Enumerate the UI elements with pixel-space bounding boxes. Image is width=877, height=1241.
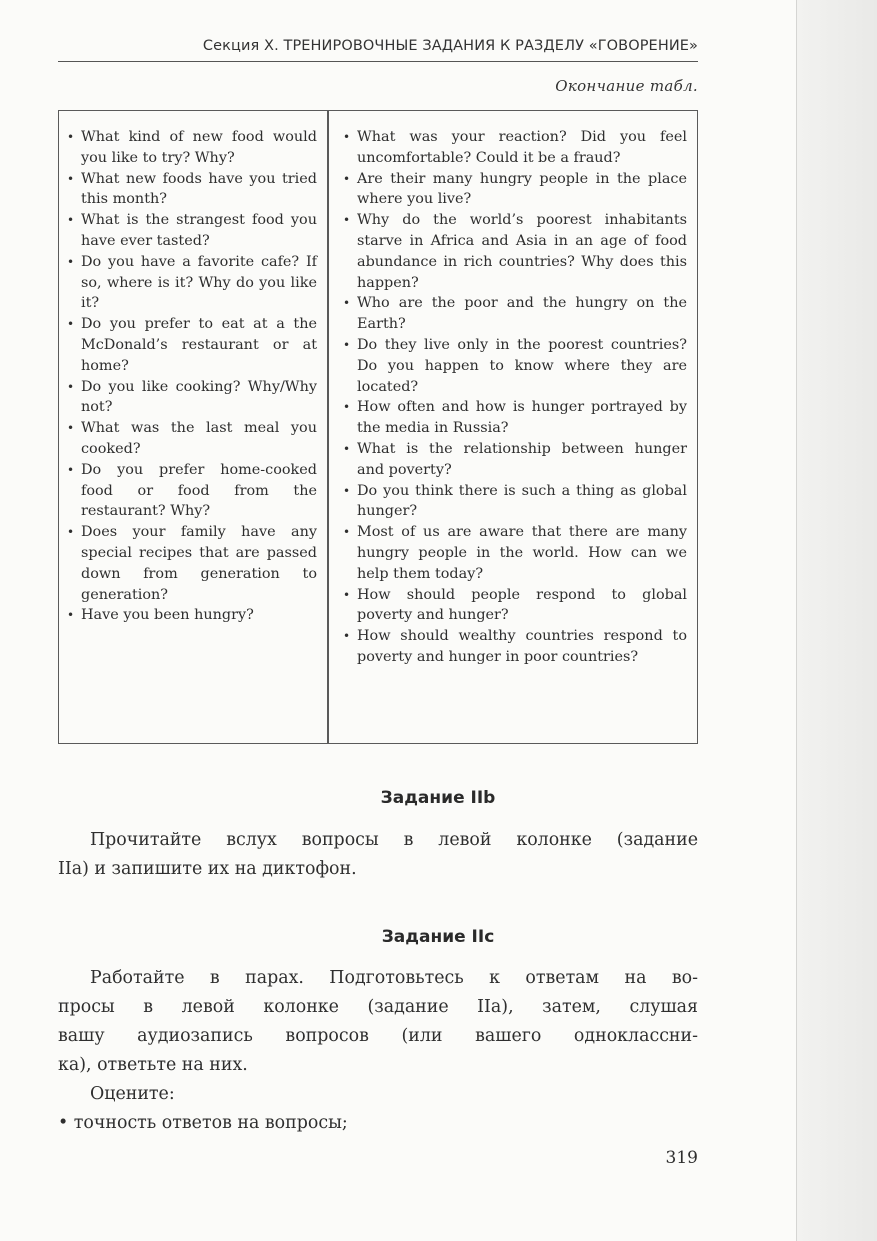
right-column [329,111,697,743]
task-iic-line: просы в левой колонке (задание IIa), затем, слушая [58,997,698,1017]
page-edge-shadow [796,0,877,1241]
left-column [59,111,329,743]
question-item: • Are their many hungry people in the place where you live? [343,169,687,211]
question-item: • Do you prefer home-cooked food or food from the restaurant? Why? [67,460,317,522]
table-continuation-note: Окончание табл. [555,77,698,95]
page-number: 319 [665,1148,698,1168]
question-item: • What new foods have you tried this month? [67,169,317,211]
question-item: • Do you think there is such a thing as global hunger? [343,481,687,523]
header-rule [58,61,698,62]
task-iib-title: Задание IIb [380,788,496,808]
question-item: • How should wealthy countries respond to poverty and hunger in poor countries? [343,626,687,668]
task-iic-title: Задание IIc [381,927,495,947]
question-item: • Have you been hungry? [67,605,317,626]
evaluate-bullet [58,1109,698,1138]
question-item: • Why do the world’s poorest inhabitants starve in Africa and Asia in an age of food abundance in rich countries? Why does this happen? [343,210,687,293]
evaluate-bullet-text: точность ответов на вопросы; [73,1113,348,1133]
task-iic-line: вашу аудиозапись вопросов (или вашего одноклассни- [58,1026,698,1046]
question-item: • What was the last meal you cooked? [67,418,317,460]
question-item: • Most of us are aware that there are many hungry people in the world. How can we help them today? [343,522,687,584]
left-question-list [67,127,317,626]
question-item: • Do you prefer to eat at a the McDonald’s restaurant or at home? [67,314,317,376]
task-iic-text [58,964,698,1138]
question-item: • How should people respond to global poverty and hunger? [343,585,687,627]
question-item: • Do you have a favorite cafe? If so, where is it? Why do you like it? [67,252,317,314]
question-item: • Do they live only in the poorest countries? Do you happen to know where they are located? [343,335,687,397]
question-item: • What is the strangest food you have ever tasted? [67,210,317,252]
question-item: • What kind of new food would you like to try? Why? [67,127,317,169]
question-item: • Does your family have any special recipes that are passed down from generation to generation? [67,522,317,605]
bullet-icon: • [58,1113,74,1133]
task-iib-line: Прочитайте вслух вопросы в левой колонке (задание [90,830,698,850]
question-item: • Who are the poor and the hungry on the Earth? [343,293,687,335]
task-iic-line: Работайте в парах. Подготовьтесь к ответам на во- [90,968,698,988]
task-iib-line: IIa) и запишите их на диктофон. [58,859,357,879]
questions-table [58,110,698,744]
question-item: • What was your reaction? Did you feel uncomfortable? Could it be a fraud? [343,127,687,169]
task-iib-text [58,826,698,884]
question-item: • What is the relationship between hunger and poverty? [343,439,687,481]
evaluate-label: Оцените: [90,1084,175,1104]
question-item: • How often and how is hunger portrayed by the media in Russia? [343,397,687,439]
running-header: Секция X. ТРЕНИРОВОЧНЫЕ ЗАДАНИЯ К РАЗДЕЛУ «ГОВОРЕНИЕ» [202,38,698,54]
task-iic-line: ка), ответьте на них. [58,1055,248,1075]
question-item: • Do you like cooking? Why/Why not? [67,377,317,419]
right-question-list [343,127,687,668]
